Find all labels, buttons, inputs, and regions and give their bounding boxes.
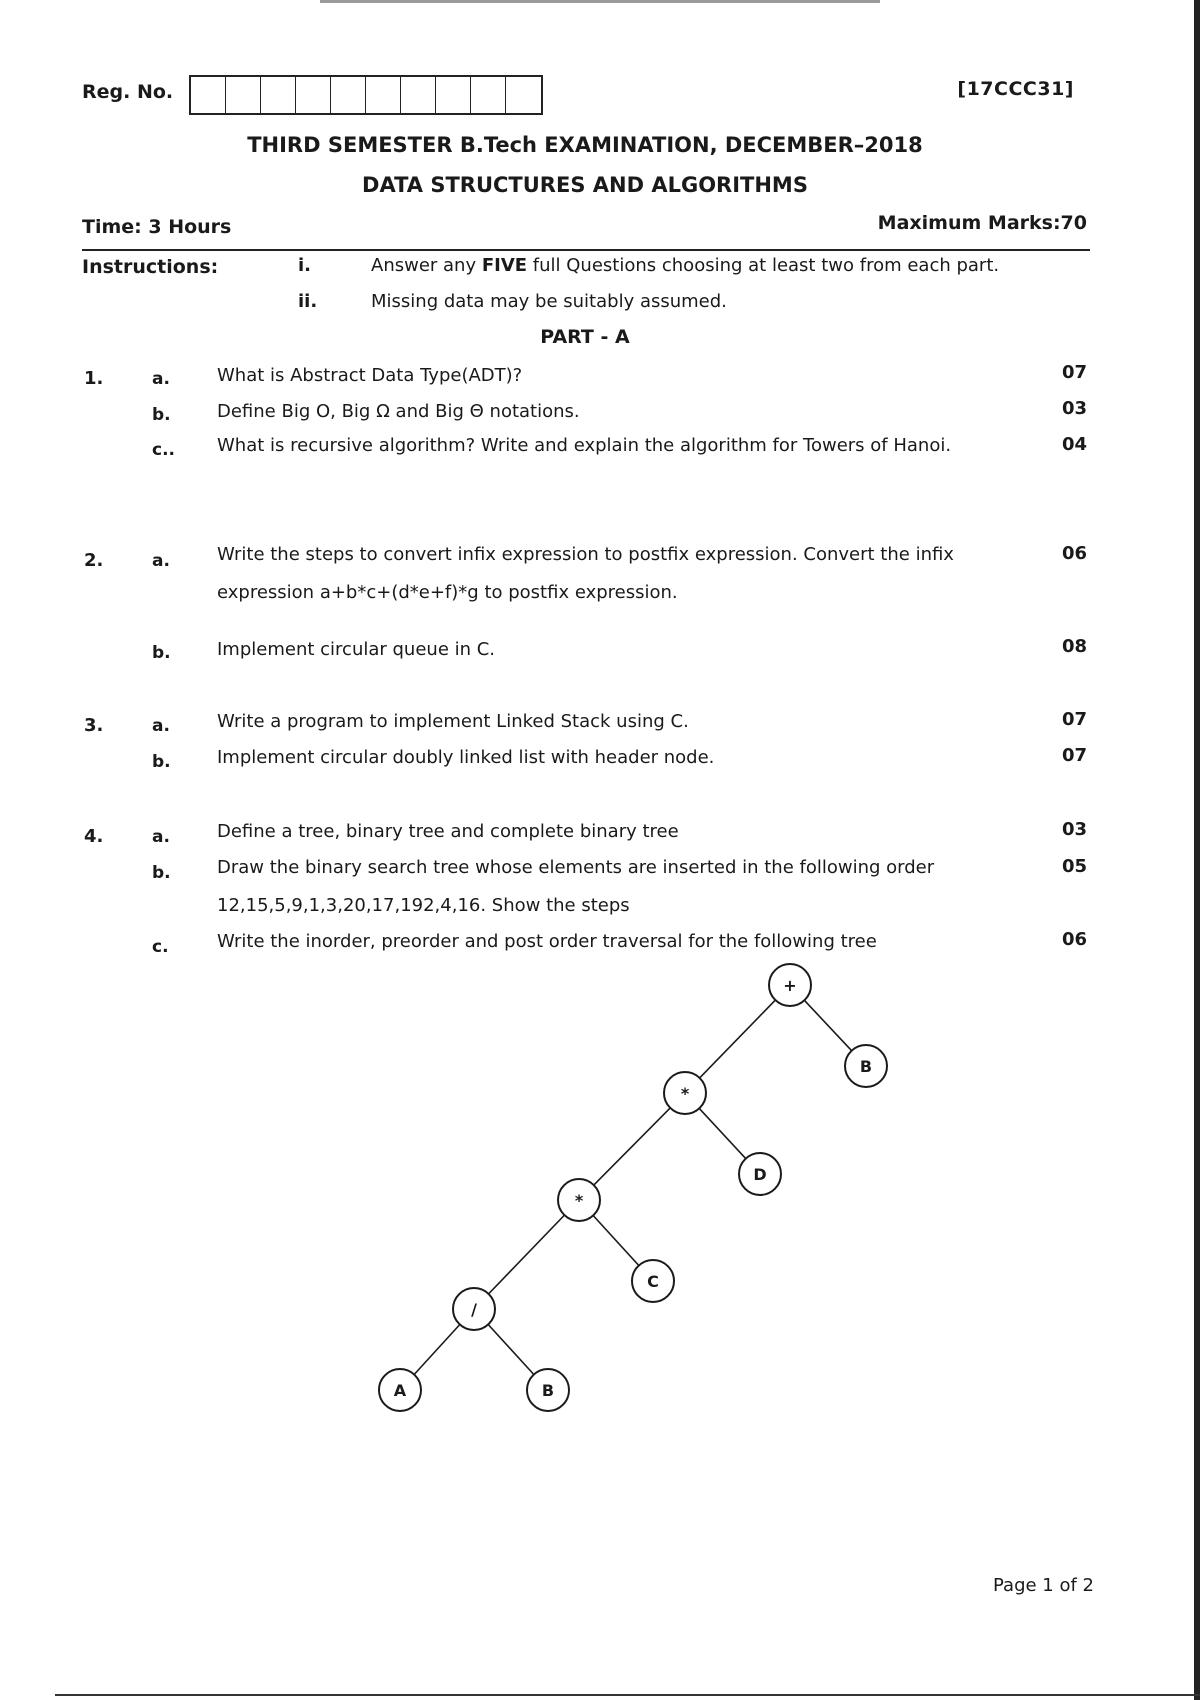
instruction-number: i. [298,255,312,276]
part-heading: PART - A [540,326,630,348]
question-number: 3. [84,715,104,736]
question-marks: 05 [1062,856,1088,877]
question-text: Define a tree, binary tree and complete binary tree [217,821,679,842]
question-number: 4. [84,826,104,847]
course-code: [17CCC31] [957,78,1074,100]
tree-node-label: B [541,1381,555,1400]
exam-title: THIRD SEMESTER B.Tech EXAMINATION, DECEMBER–2018 [247,133,923,157]
subject-title: DATA STRUCTURES AND ALGORITHMS [362,173,808,197]
subquestion-label: b. [152,752,171,772]
exam-time: Time: 3 Hours [82,216,232,238]
question-marks: 03 [1062,819,1088,840]
question-marks: 04 [1062,434,1088,455]
tree-node [632,1260,674,1302]
tree-edge [414,1325,460,1375]
page-number: Page 1 of 2 [993,1575,1094,1596]
reg-no-label: Reg. No. [82,81,174,103]
question-text: Implement circular queue in C. [217,639,496,660]
question-text: What is recursive algorithm? Write and explain the algorithm for Towers of Hanoi. [217,435,952,456]
question-text: Draw the binary search tree whose elements are inserted in the following order 12,15,5,9,1,3,20,17,192,4,16. Show the steps [217,857,935,916]
subquestion-label: b. [152,643,171,663]
question-marks: 07 [1062,709,1088,730]
instruction-emphasis: FIVE [481,255,528,276]
tree-node-label: A [393,1381,407,1400]
tree-edge [593,1216,639,1266]
tree-node-label: B [859,1057,873,1076]
question-text: Write the inorder, preorder and post order traversal for the following tree [217,931,877,952]
tree-edge [700,1000,776,1078]
tree-edge [488,1325,534,1375]
question-text: Implement circular doubly linked list with header node. [217,747,715,768]
instruction-text: Missing data may be suitably assumed. [371,291,727,312]
tree-node-label: / [471,1300,477,1319]
instruction-number: ii. [298,291,318,312]
question-number: 1. [84,368,104,389]
question-text: Define Big O, Big Ω and Big Θ notations. [217,401,580,422]
subquestion-label: a. [152,716,170,736]
question-marks: 06 [1062,543,1088,564]
tree-node [739,1153,781,1195]
instruction-text-part: full Questions choosing at least two from each part. [527,255,1000,276]
tree-node-label: C [647,1272,659,1291]
tree-node [845,1045,887,1087]
tree-node-label: * [574,1191,584,1210]
question-marks: 03 [1062,398,1088,419]
tree-node [453,1288,495,1330]
question-marks: 07 [1062,362,1088,383]
question-marks: 08 [1062,636,1088,657]
tree-node-label: * [680,1084,690,1103]
tree-node [558,1179,600,1221]
question-marks: 06 [1062,929,1088,950]
subquestion-label: a. [152,551,170,571]
tree-edge [699,1108,745,1158]
subquestion-label: a. [152,827,170,847]
subquestion-label: b. [152,863,171,883]
instructions-label: Instructions: [82,256,219,278]
tree-node [664,1072,706,1114]
question-text: Write a program to implement Linked Stack using C. [217,711,689,732]
subquestion-label: c.. [152,440,175,460]
question-text: Write the steps to convert infix expression to postfix expression. Convert the infix expression a+b*c+(d*e+f)*g to postfix expression. [217,544,954,603]
subquestion-label: b. [152,405,171,425]
tree-node-label: + [783,976,797,995]
question-text: What is Abstract Data Type(ADT)? [217,365,523,386]
instruction-text-part: Answer any [371,255,482,276]
tree-edge [489,1215,565,1294]
question-number: 2. [84,550,104,571]
tree-node-label: D [753,1165,767,1184]
subquestion-label: a. [152,369,170,389]
maximum-marks: Maximum Marks:70 [877,212,1087,234]
tree-node [527,1369,569,1411]
tree-node [379,1369,421,1411]
tree-node [769,964,811,1006]
tree-edge [804,1000,851,1050]
tree-edge [594,1108,670,1185]
question-marks: 07 [1062,745,1088,766]
subquestion-label: c. [152,937,169,957]
